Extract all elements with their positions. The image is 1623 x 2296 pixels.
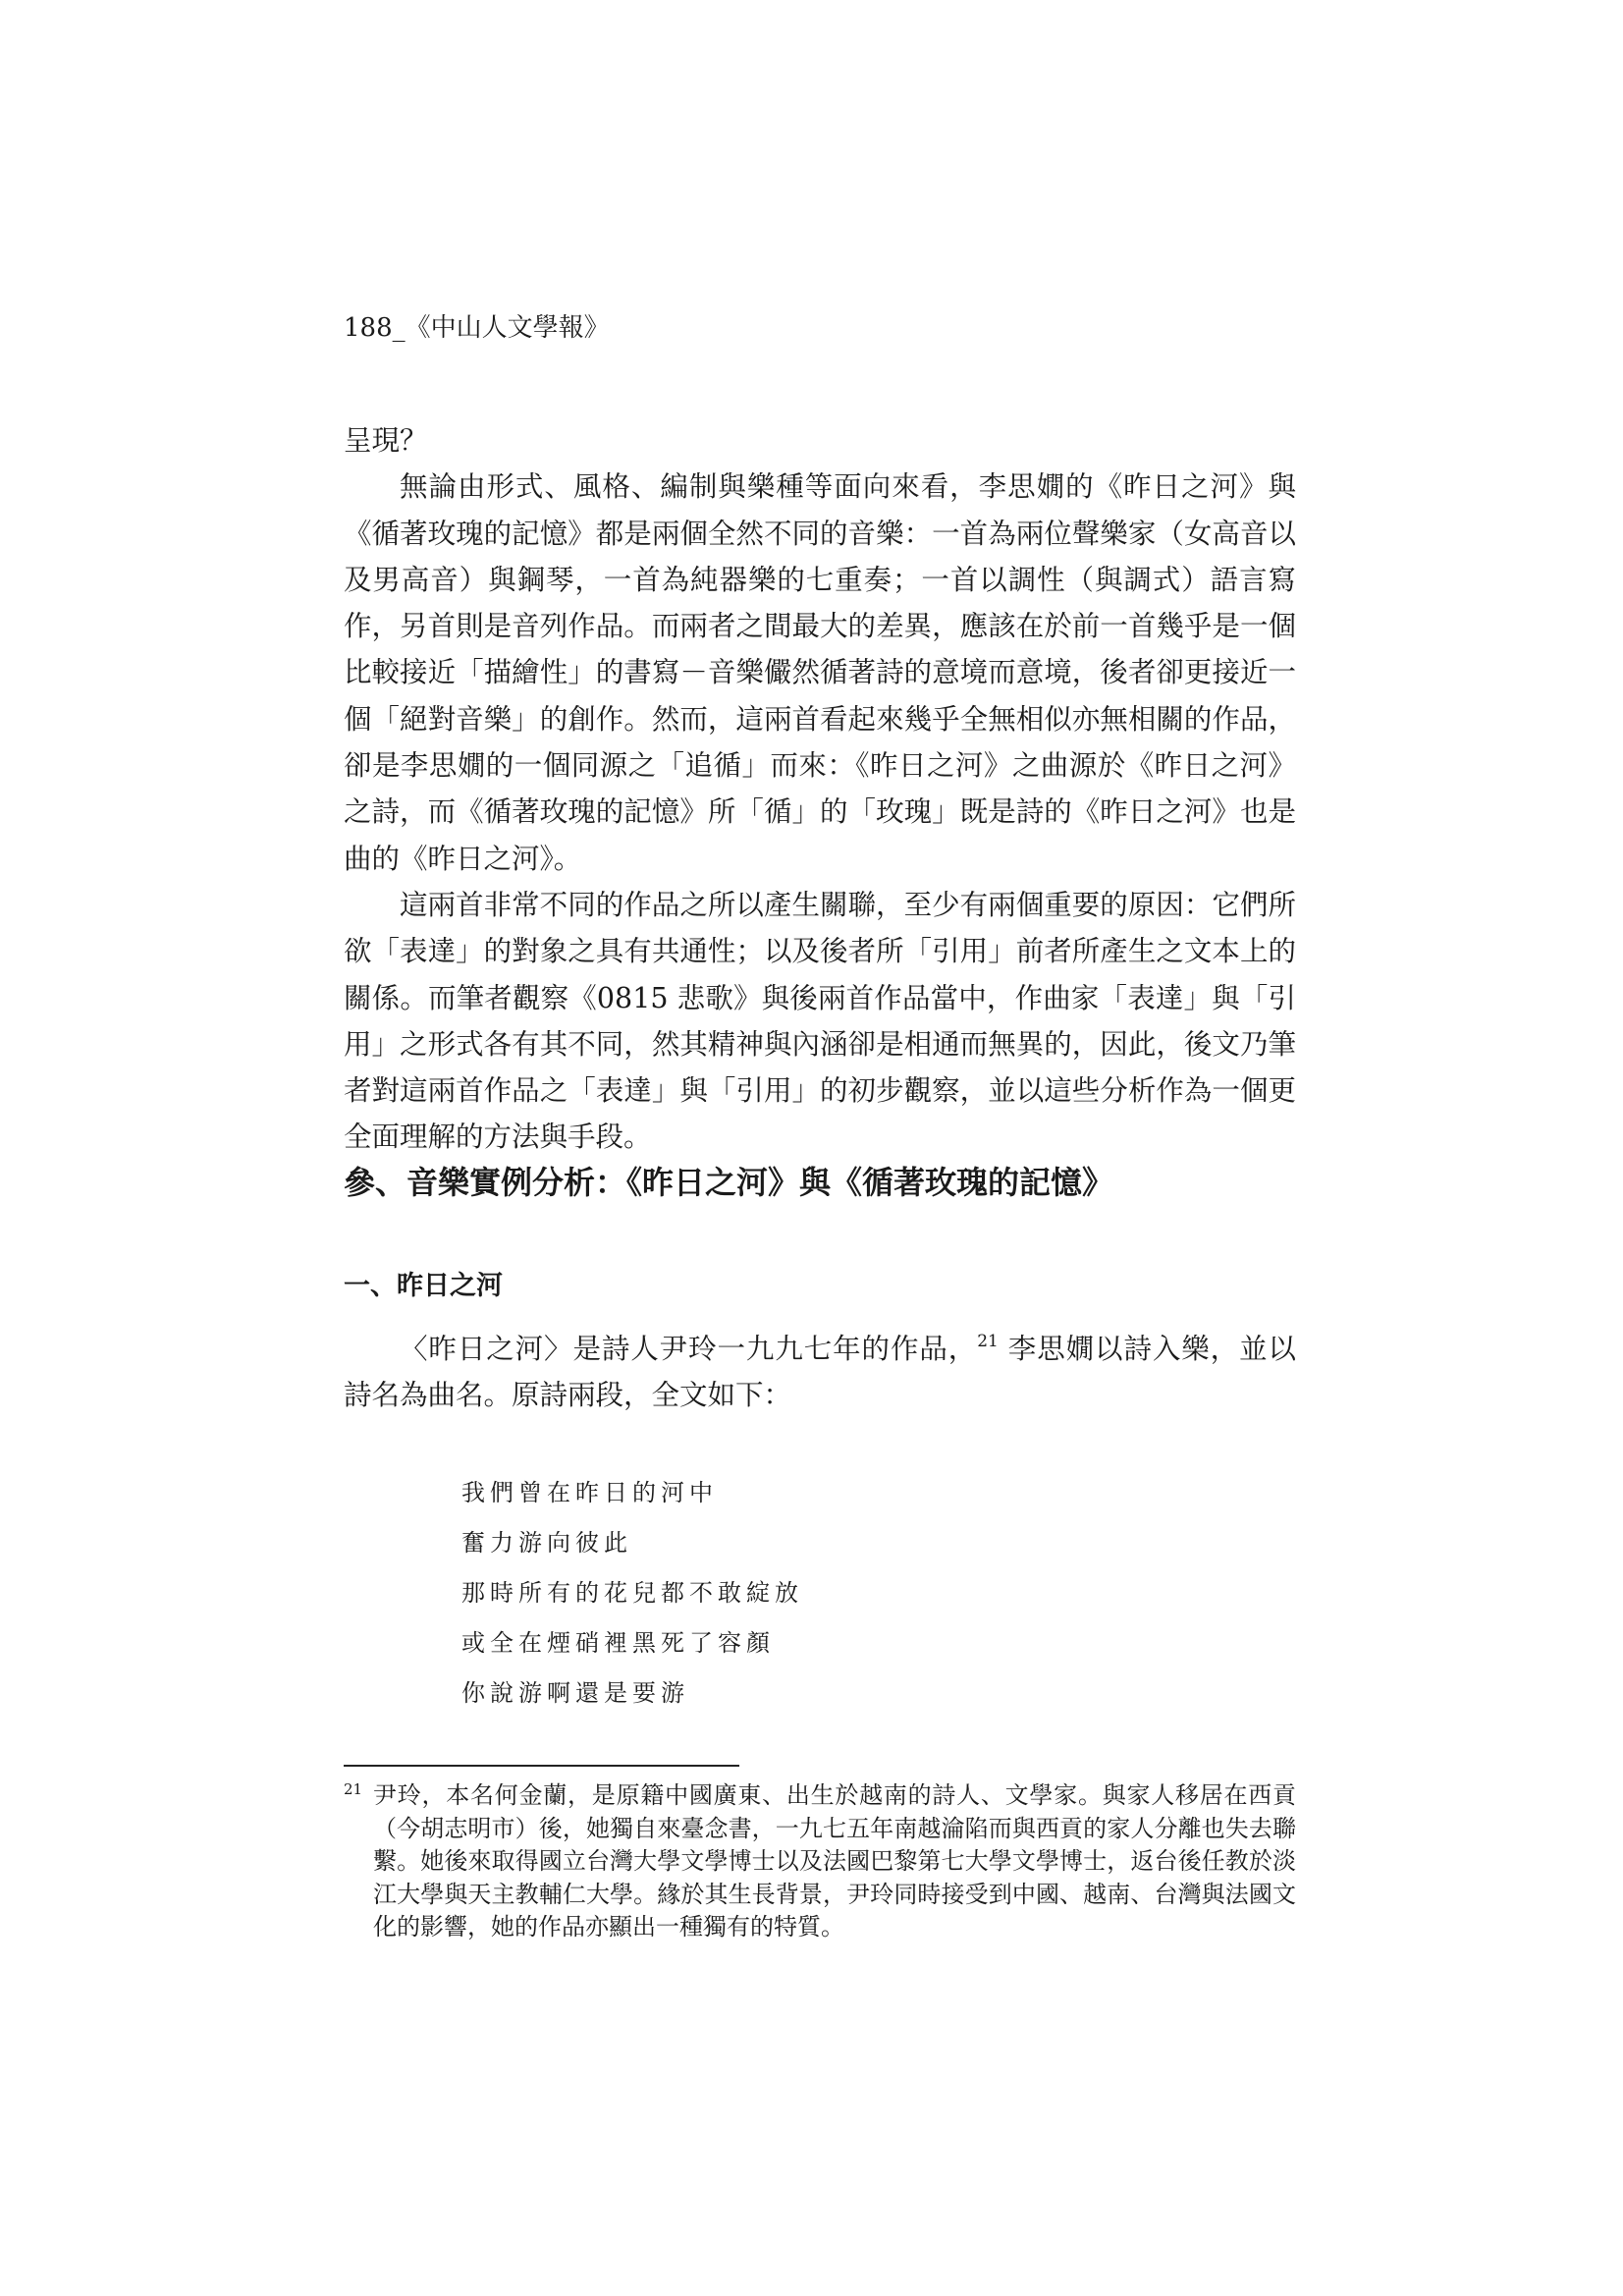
- footnote-reference[interactable]: 21: [977, 1331, 999, 1351]
- footnote-number: 21: [344, 1780, 363, 1798]
- paragraph-continuation: 呈現？: [344, 424, 428, 457]
- paragraph: 無論由形式、風格、編制與樂種等面向來看，李思嫺的《昨日之河》與《循著玫瑰的記憶》都是兩個全然不同的音樂：一首為兩位聲樂家（女高音以及男高音）與鋼琴，一首為純器樂的七重奏；一首以調性（與調式）語言寫作，另首則是音列作品。而兩者之間最大的差異，應該在於前一首幾乎是一個比較接近「描繪性」的書寫－音樂儼然循著詩的意境而意境，後者卻更接近一個「絕對音樂」的創作。然而，這兩首看起來幾乎全無相似亦無相關的作品，卻是李思嫺的一個同源之「追循」而來：《昨日之河》之曲源於《昨日之河》之詩，而《循著玫瑰的記憶》所「循」的「玫瑰」既是詩的《昨日之河》也是曲的《昨日之河》。: [344, 470, 1296, 875]
- footnote: [344, 1779, 1296, 1944]
- poem-line: 奮力游向彼此: [461, 1529, 632, 1557]
- footnote-divider: [344, 1765, 739, 1767]
- intro-text-before: 〈昨日之河〉是詩人尹玲一九九七年的作品，: [400, 1333, 978, 1365]
- section-heading: 參、音樂實例分析：《昨日之河》與《循著玫瑰的記憶》: [344, 1164, 1114, 1201]
- poem-block: [461, 1468, 803, 1719]
- paragraph: 這兩首非常不同的作品之所以產生關聯，至少有兩個重要的原因：它們所欲「表達」的對象之具有共通性；以及後者所「引用」前者所產生之文本上的關係。而筆者觀察《0815 悲歌》與後兩首作品當中，作曲家「表達」與「引用」之形式各有其不同，然其精神與內涵卻是相通而無異的，因此，後文乃筆者對這兩首作品之「表達」與「引用」的初步觀察，並以這些分析作為一個更全面理解的方法與手段。: [344, 888, 1296, 1154]
- running-header: 188_《中山人文學報》: [344, 313, 610, 343]
- poem-intro: [344, 1326, 1296, 1419]
- poem-line: 或全在煙硝裡黑死了容顏: [461, 1629, 775, 1657]
- body-text: [344, 417, 1296, 1161]
- paragraph: [344, 1326, 1296, 1419]
- subsection-heading: 一、昨日之河: [344, 1271, 503, 1301]
- poem-line: 你說游啊還是要游: [461, 1679, 689, 1707]
- footnote-text: 尹玲，本名何金蘭，是原籍中國廣東、出生於越南的詩人、文學家。與家人移居在西貢（今胡志明市）後，她獨自來臺念書，一九七五年南越淪陷而與西貢的家人分離也失去聯繫。她後來取得國立台灣大學文學博士以及法國巴黎第七大學文學博士，返台後任教於淡江大學與天主教輔仁大學。緣於其生長背景，尹玲同時接受到中國、越南、台灣與法國文化的影響，她的作品亦顯出一種獨有的特質。: [373, 1781, 1296, 1941]
- poem-line: 我們曾在昨日的河中: [461, 1479, 718, 1506]
- intro-text-after: 李思嫺以詩入樂，並以詩名為曲名。原詩兩段，全文如下：: [344, 1333, 1296, 1412]
- poem-line: 那時所有的花兒都不敢綻放: [461, 1579, 803, 1607]
